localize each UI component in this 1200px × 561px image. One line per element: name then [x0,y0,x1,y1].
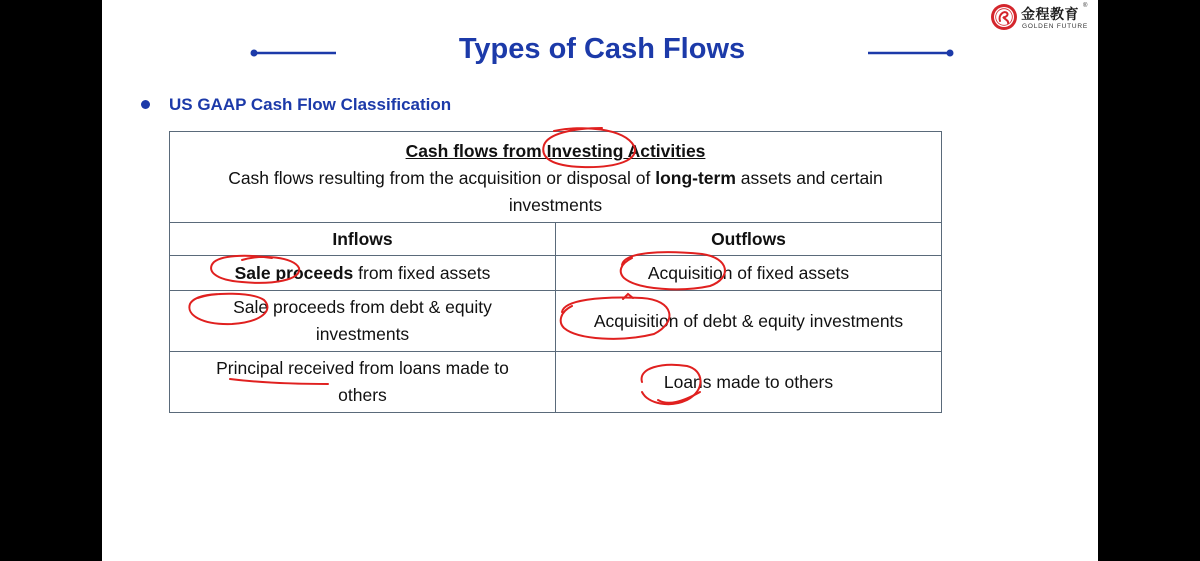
column-header-outflows: Outflows [556,223,942,256]
table-heading-row [170,132,942,223]
investing-cash-flows-table [169,131,942,413]
inflow-cell: Sale proceeds from debt & equity investments [170,291,556,352]
title-right-decoration [866,46,954,60]
table-heading-cell [170,132,942,223]
table-row [170,352,942,413]
inflow-cell: Principal received from loans made to others [170,352,556,413]
logo-registered-mark: ® [1083,3,1088,9]
page-title: Types of Cash Flows [458,33,746,65]
section-heading: US GAAP Cash Flow Classification [169,95,452,114]
outflow-cell: Acquisition of debt & equity investments [556,291,942,352]
outflow-cell: Acquisition of fixed assets [556,256,942,291]
outflow-cell: Loans made to others [556,352,942,413]
table-description-emphasis: long-term [655,167,736,188]
table-row [170,256,942,291]
table-title-part: Cash flows from [405,140,547,161]
inflow-cell: Sale proceeds from fixed assets [170,256,556,291]
slide [102,0,1098,561]
logo-chinese-text: 金程教育 [1021,7,1079,23]
bullet-point [141,100,150,109]
table-description: Cash flows resulting from the acquisition or disposal of long-term assets and certain investments [228,167,883,215]
table-row [170,291,942,352]
table-title-part: Activities [623,140,706,161]
logo-english-text: GOLDEN FUTURE [1022,23,1089,30]
table-title-keyword: Investing [546,140,624,161]
logo-seal-icon [990,3,1018,31]
golden-future-logo [990,3,1090,33]
table-title [182,138,929,165]
table-column-headers [170,223,942,256]
column-header-inflows: Inflows [170,223,556,256]
